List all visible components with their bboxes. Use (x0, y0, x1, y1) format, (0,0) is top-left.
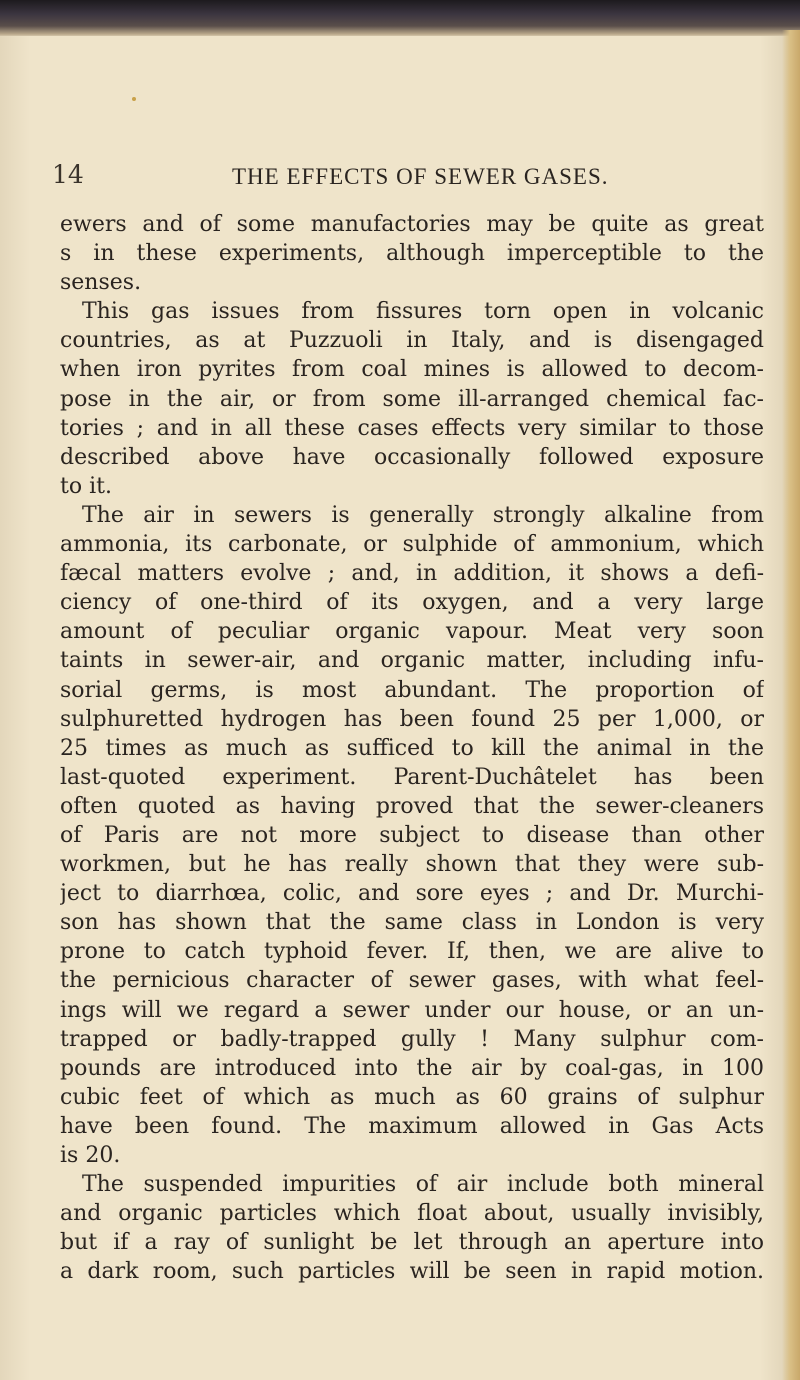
text-line: last-quoted experiment. Parent-Duchâtelet has been (60, 764, 764, 790)
text-line: ings will we regard a sewer under our house, or an un- (60, 997, 764, 1023)
text-line: tories ; and in all these cases effects very similar to those (60, 415, 764, 441)
text-line: sulphuretted hydrogen has been found 25 per 1,000, or (60, 706, 764, 732)
text-line: when iron pyrites from coal mines is allowed to decom- (60, 357, 764, 383)
text-line: pounds are introduced into the air by coal-gas, in 100 (60, 1055, 764, 1081)
text-line: amount of peculiar organic vapour. Meat very soon (60, 619, 764, 645)
text-line: cubic feet of which as much as 60 grains of sulphur (60, 1084, 764, 1110)
text-line: s in these experiments, although imperceptible to the (60, 241, 764, 267)
text-line: the pernicious character of sewer gases, with what feel- (60, 968, 764, 994)
text-line: often quoted as having proved that the sewer-cleaners (60, 793, 764, 819)
text-line: ject to diarrhœa, colic, and sore eyes ; and Dr. Murchi- (60, 881, 764, 907)
text-line: a dark room, such particles will be seen in rapid motion. (60, 1259, 764, 1285)
page-edge-shadow (782, 30, 800, 1380)
text-line: ciency of one-third of its oxygen, and a very large (60, 590, 764, 616)
running-title: THE EFFECTS OF SEWER GASES. (232, 164, 609, 189)
text-line: sorial germs, is most abundant. The proportion of (60, 677, 764, 703)
ink-speck (132, 97, 136, 101)
text-line: fæcal matters evolve ; and, in addition, it shows a defi- (60, 561, 764, 587)
text-line: senses. (60, 270, 142, 296)
text-line: ammonia, its carbonate, or sulphide of ammonium, which (60, 532, 764, 558)
body-text (60, 210, 764, 1286)
text-line: described above have occasionally followed exposure (60, 444, 764, 470)
text-line: The air in sewers is generally strongly alkaline from (82, 502, 764, 528)
text-line: This gas issues from fissures torn open in volcanic (82, 299, 764, 325)
text-line: The suspended impurities of air include both mineral (82, 1172, 764, 1198)
text-line: prone to catch typhoid fever. If, then, we are alive to (60, 939, 764, 965)
text-line: ewers and of some manufactories may be quite as great (60, 212, 764, 237)
text-line: pose in the air, or from some ill-arranged chemical fac- (60, 386, 764, 412)
page-header (52, 160, 752, 190)
text-line: of Paris are not more subject to disease than other (60, 822, 764, 848)
text-line: workmen, but he has really shown that they were sub- (60, 852, 764, 878)
text-line: to it. (60, 473, 112, 499)
text-line: is 20. (60, 1143, 121, 1168)
text-line: taints in sewer-air, and organic matter, including infu- (60, 648, 764, 674)
text-line: and organic particles which float about, usually invisibly, (60, 1201, 764, 1227)
text-line: trapped or badly-trapped gully ! Many sulphur com- (60, 1026, 764, 1052)
text-line: have been found. The maximum allowed in Gas Acts (60, 1113, 764, 1139)
text-line: son has shown that the same class in London is very (60, 910, 764, 936)
page-number: 14 (52, 160, 84, 189)
text-line: countries, as at Puzzuoli in Italy, and is disengaged (60, 328, 764, 354)
page-top-shadow (0, 0, 800, 36)
text-line: 25 times as much as sufficed to kill the animal in the (60, 735, 764, 761)
text-line: but if a ray of sunlight be let through an aperture into (60, 1230, 764, 1256)
